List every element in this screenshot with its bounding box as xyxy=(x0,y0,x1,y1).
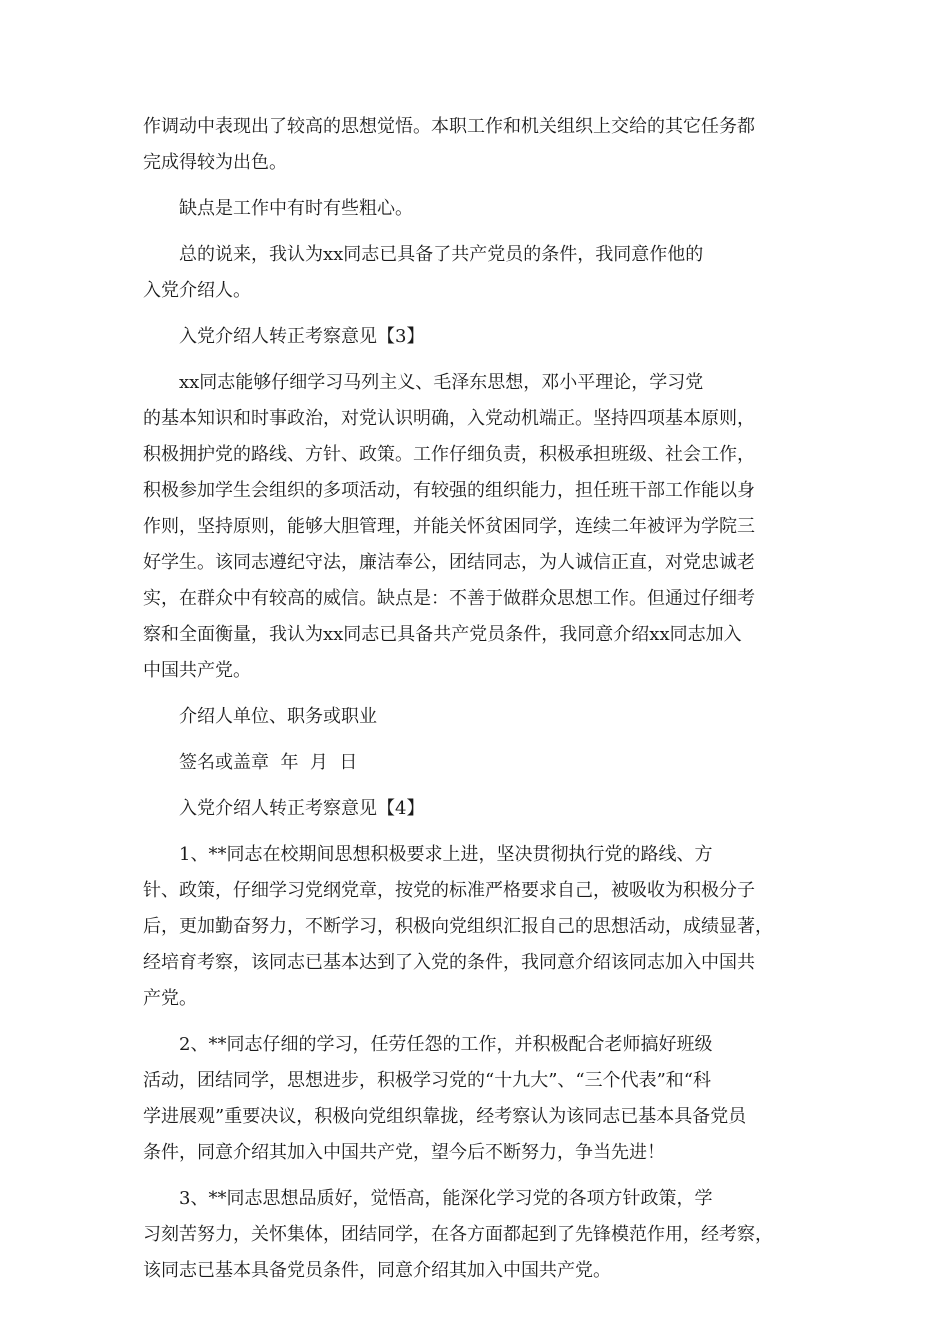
paragraph-1: 作调动中表现出了较高的思想觉悟。本职工作和机关组织上交给的其它任务都 完成得较为出色。 xyxy=(143,116,755,173)
section-heading-3: 入党介绍人转正考察意见【3】 xyxy=(179,326,425,347)
paragraph-2: 缺点是工作中有时有些粗心。 xyxy=(179,198,413,219)
opinion-item-3: 3、**同志思想品质好，觉悟高，能深化学习党的各项方针政策，学 习刻苦努力，关怀集体，团结同学，在各方面都起到了先锋模范作用，经考察， 该同志已基本具备党员条件，同意介绍其加入中国共产党。 xyxy=(143,1188,773,1281)
paragraph-3: 总的说来，我认为xx同志已具备了共产党员的条件，我同意作他的 入党介绍人。 xyxy=(143,244,704,301)
introducer-unit: 介绍人单位、职务或职业 xyxy=(179,706,377,727)
opinion-item-2: 2、**同志仔细的学习，任劳任怨的工作，并积极配合老师搞好班级 活动，团结同学，思想进步，积极学习党的“十九大”、“三个代表”和“科 学进展观”重要决议，积极向党组织靠拢，经考察认为该同志已基本具备党员 条件，同意介绍其加入中国共产党，望今后不断努力，争当先进！ xyxy=(143,1034,747,1163)
document-page xyxy=(143,109,807,1289)
paragraph-4: xx同志能够仔细学习马列主义、毛泽东思想，邓小平理论，学习党 的基本知识和时事政治，对党认识明确，入党动机端正。坚持四项基本原则， 积极拥护党的路线、方针、政策。工作仔细负责，积极承担班级、社会工作， 积极参加学生会组织的多项活动，有较强的组织能力，担任班干部工作能以身 作则，坚持原则，能够大胆管理，并能关怀贫困同学，连续二年被评为学院三 好学生。该同志遵纪守法，廉洁奉公，团结同志，为人诚信正直，对党忠诚老 实，在群众中有较高的威信。缺点是：不善于做群众思想工作。但通过仔细考 察和全面衡量，我认为xx同志已具备共产党员条件，我同意介绍xx同志加入 中国共产党。 xyxy=(143,372,755,681)
section-heading-4: 入党介绍人转正考察意见【4】 xyxy=(179,798,425,819)
signature-line: 签名或盖章 年 月 日 xyxy=(179,752,358,773)
opinion-item-1: 1、**同志在校期间思想积极要求上进，坚决贯彻执行党的路线、方 针、政策，仔细学习党纲党章，按党的标准严格要求自己，被吸收为积极分子 后，更加勤奋努力，不断学习，积极向党组织汇报自己的思想活动，成绩显著， 经培育考察，该同志已基本达到了入党的条件，我同意介绍该同志加入中国共 产党。 xyxy=(143,844,773,1009)
